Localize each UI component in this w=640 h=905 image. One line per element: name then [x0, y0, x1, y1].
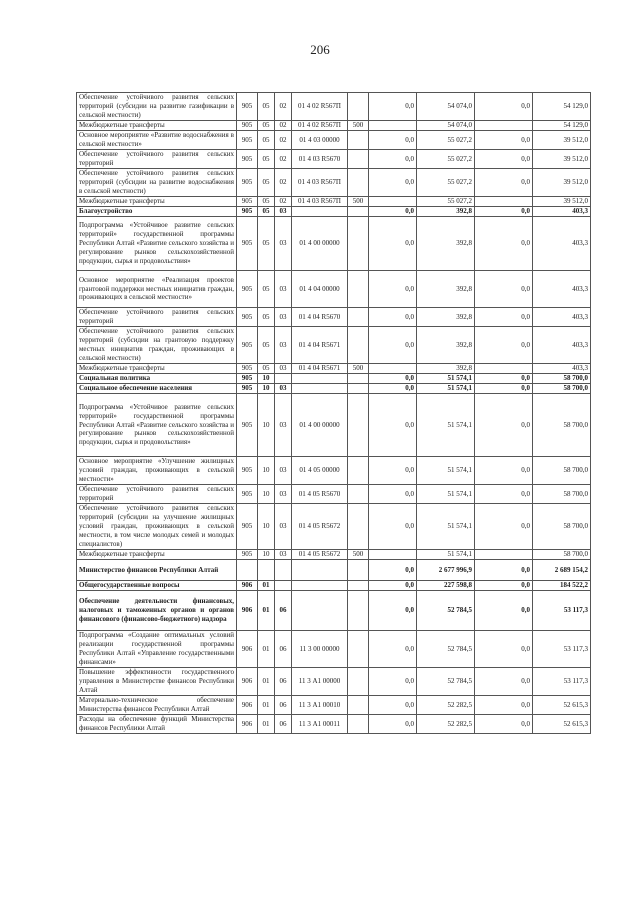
amount-cell: 0,0 [475, 715, 533, 734]
item-name: Социальное обеспечение населения [77, 384, 237, 394]
subsection-code: 02 [275, 150, 292, 169]
item-name: Основное мероприятие «Улучшение жилищных условий граждан, проживающих в сельской местности» [77, 457, 237, 485]
department-code: 905 [237, 207, 258, 217]
section-code: 01 [258, 696, 275, 715]
target-article-code [292, 581, 348, 591]
target-article-code: 01 4 03 R567П [292, 169, 348, 197]
expense-type-code [348, 150, 369, 169]
department-code: 905 [237, 374, 258, 384]
amount-cell: 0,0 [369, 696, 417, 715]
amount-cell: 58 700,0 [533, 384, 591, 394]
subsection-code: 02 [275, 93, 292, 121]
target-article-code: 01 4 03 R5670 [292, 150, 348, 169]
table-row [77, 169, 591, 197]
table-row [77, 121, 591, 131]
amount-cell [369, 121, 417, 131]
amount-cell: 0,0 [369, 485, 417, 504]
amount-cell: 184 522,2 [533, 581, 591, 591]
amount-cell: 0,0 [475, 668, 533, 696]
amount-cell: 392,8 [417, 271, 475, 308]
item-name: Подпрограмма «Устойчивое развитие сельских территорий» государственной программы Республики Алтай «Развитие сельского хозяйства и регулирование рынков сельскохозяйственной продукции, сырья и продовольствия» [77, 217, 237, 271]
amount-cell: 392,8 [417, 217, 475, 271]
budget-table-body [77, 93, 591, 734]
expense-type-code: 500 [348, 364, 369, 374]
amount-cell [369, 197, 417, 207]
amount-cell: 51 574,1 [417, 384, 475, 394]
amount-cell: 403,3 [533, 217, 591, 271]
section-code [258, 560, 275, 581]
subsection-code: 06 [275, 715, 292, 734]
expense-type-code [348, 308, 369, 327]
section-code: 05 [258, 93, 275, 121]
item-name: Повышение эффективности государственного управления в Министерстве финансов Республики Алтай [77, 668, 237, 696]
section-code: 05 [258, 364, 275, 374]
item-name: Социальная политика [77, 374, 237, 384]
table-row [77, 631, 591, 668]
expense-type-code [348, 591, 369, 631]
table-row [77, 591, 591, 631]
amount-cell: 0,0 [475, 207, 533, 217]
amount-cell: 0,0 [369, 271, 417, 308]
subsection-code: 03 [275, 364, 292, 374]
department-code: 906 [237, 715, 258, 734]
page-number: 206 [310, 42, 330, 57]
target-article-code: 01 4 00 00000 [292, 217, 348, 271]
subsection-code: 03 [275, 327, 292, 364]
department-code: 905 [237, 550, 258, 560]
subsection-code: 02 [275, 121, 292, 131]
amount-cell: 0,0 [369, 581, 417, 591]
section-code: 05 [258, 150, 275, 169]
subsection-code: 03 [275, 271, 292, 308]
target-article-code: 01 4 02 R567П [292, 93, 348, 121]
department-code: 905 [237, 217, 258, 271]
amount-cell [369, 364, 417, 374]
section-code: 05 [258, 197, 275, 207]
expense-type-code [348, 394, 369, 457]
table-row [77, 327, 591, 364]
department-code: 905 [237, 131, 258, 150]
section-code: 10 [258, 384, 275, 394]
amount-cell: 0,0 [475, 560, 533, 581]
amount-cell: 55 027,2 [417, 197, 475, 207]
amount-cell: 0,0 [475, 374, 533, 384]
expense-type-code [348, 631, 369, 668]
target-article-code: 01 4 05 R5672 [292, 504, 348, 550]
table-row [77, 374, 591, 384]
expense-type-code [348, 696, 369, 715]
subsection-code [275, 581, 292, 591]
amount-cell: 39 512,0 [533, 131, 591, 150]
amount-cell: 0,0 [369, 169, 417, 197]
section-code: 10 [258, 457, 275, 485]
amount-cell: 51 574,1 [417, 394, 475, 457]
amount-cell [475, 197, 533, 207]
section-code: 10 [258, 374, 275, 384]
department-code: 905 [237, 169, 258, 197]
section-code: 10 [258, 550, 275, 560]
amount-cell [475, 121, 533, 131]
department-code: 905 [237, 394, 258, 457]
amount-cell: 54 129,0 [533, 93, 591, 121]
amount-cell: 0,0 [369, 504, 417, 550]
section-code: 01 [258, 668, 275, 696]
item-name: Межбюджетные трансферты [77, 197, 237, 207]
amount-cell: 0,0 [369, 131, 417, 150]
section-code: 01 [258, 581, 275, 591]
section-code: 05 [258, 131, 275, 150]
item-name: Обеспечение деятельности финансовых, налоговых и таможенных органов и органов финансового (финансово-бюджетного) надзора [77, 591, 237, 631]
table-row [77, 217, 591, 271]
table-row [77, 197, 591, 207]
amount-cell: 0,0 [475, 631, 533, 668]
subsection-code: 06 [275, 696, 292, 715]
department-code: 905 [237, 197, 258, 207]
item-name: Благоустройство [77, 207, 237, 217]
expense-type-code [348, 715, 369, 734]
department-code: 906 [237, 591, 258, 631]
subsection-code: 03 [275, 207, 292, 217]
subsection-code [275, 560, 292, 581]
amount-cell: 0,0 [475, 696, 533, 715]
table-row [77, 271, 591, 308]
target-article-code: 01 4 04 R5670 [292, 308, 348, 327]
item-name: Межбюджетные трансферты [77, 364, 237, 374]
item-name: Обеспечение устойчивого развития сельских территорий (субсидии на развитие газификации в сельской местности) [77, 93, 237, 121]
expense-type-code: 500 [348, 550, 369, 560]
target-article-code: 11 3 А1 00011 [292, 715, 348, 734]
subsection-code: 06 [275, 591, 292, 631]
expense-type-code [348, 581, 369, 591]
amount-cell: 0,0 [369, 394, 417, 457]
amount-cell: 0,0 [475, 327, 533, 364]
expense-type-code [348, 374, 369, 384]
table-row [77, 696, 591, 715]
expense-type-code [348, 384, 369, 394]
amount-cell: 0,0 [475, 591, 533, 631]
amount-cell: 53 117,3 [533, 591, 591, 631]
amount-cell: 52 282,5 [417, 715, 475, 734]
table-row [77, 504, 591, 550]
section-code: 05 [258, 327, 275, 364]
amount-cell: 0,0 [369, 327, 417, 364]
amount-cell: 403,3 [533, 308, 591, 327]
target-article-code: 01 4 05 R5672 [292, 550, 348, 560]
table-row [77, 207, 591, 217]
table-row [77, 485, 591, 504]
amount-cell: 52 615,3 [533, 715, 591, 734]
table-row [77, 150, 591, 169]
amount-cell: 0,0 [369, 207, 417, 217]
table-row [77, 364, 591, 374]
table-row [77, 560, 591, 581]
expense-type-code [348, 207, 369, 217]
subsection-code [275, 374, 292, 384]
amount-cell: 0,0 [475, 93, 533, 121]
subsection-code: 02 [275, 131, 292, 150]
amount-cell: 0,0 [369, 217, 417, 271]
section-code: 05 [258, 271, 275, 308]
amount-cell: 403,3 [533, 271, 591, 308]
amount-cell: 0,0 [369, 631, 417, 668]
item-name: Обеспечение устойчивого развития сельских территорий [77, 150, 237, 169]
amount-cell: 54 074,0 [417, 121, 475, 131]
subsection-code: 06 [275, 668, 292, 696]
table-row [77, 550, 591, 560]
expense-type-code [348, 93, 369, 121]
target-article-code: 01 4 03 00000 [292, 131, 348, 150]
amount-cell [475, 364, 533, 374]
section-code: 05 [258, 169, 275, 197]
amount-cell: 0,0 [475, 271, 533, 308]
amount-cell: 39 512,0 [533, 169, 591, 197]
department-code: 906 [237, 581, 258, 591]
amount-cell: 58 700,0 [533, 374, 591, 384]
amount-cell: 51 574,1 [417, 457, 475, 485]
target-article-code: 01 4 02 R567П [292, 121, 348, 131]
amount-cell: 51 574,1 [417, 485, 475, 504]
amount-cell: 0,0 [475, 394, 533, 457]
target-article-code: 01 4 05 R5670 [292, 485, 348, 504]
amount-cell: 392,8 [417, 207, 475, 217]
amount-cell: 55 027,2 [417, 131, 475, 150]
subsection-code: 03 [275, 308, 292, 327]
amount-cell: 0,0 [369, 308, 417, 327]
amount-cell: 227 598,8 [417, 581, 475, 591]
target-article-code [292, 374, 348, 384]
section-code: 05 [258, 217, 275, 271]
amount-cell: 403,3 [533, 207, 591, 217]
amount-cell: 55 027,2 [417, 150, 475, 169]
expense-type-code [348, 485, 369, 504]
item-name: Межбюджетные трансферты [77, 550, 237, 560]
department-code: 905 [237, 327, 258, 364]
amount-cell: 52 615,3 [533, 696, 591, 715]
table-row [77, 308, 591, 327]
amount-cell: 0,0 [369, 715, 417, 734]
amount-cell: 0,0 [475, 581, 533, 591]
item-name: Обеспечение устойчивого развития сельских территорий (субсидии на улучшение жилищных условий граждан, проживающих в сельской местности, в том числе молодых семей и молодых специалистов) [77, 504, 237, 550]
subsection-code: 03 [275, 550, 292, 560]
expense-type-code [348, 217, 369, 271]
amount-cell: 0,0 [475, 131, 533, 150]
item-name: Общегосударственные вопросы [77, 581, 237, 591]
amount-cell: 53 117,3 [533, 631, 591, 668]
subsection-code: 02 [275, 197, 292, 207]
department-code: 906 [237, 696, 258, 715]
amount-cell: 51 574,1 [417, 504, 475, 550]
amount-cell: 0,0 [369, 384, 417, 394]
subsection-code: 02 [275, 169, 292, 197]
target-article-code [292, 591, 348, 631]
amount-cell: 58 700,0 [533, 504, 591, 550]
amount-cell: 54 129,0 [533, 121, 591, 131]
section-code: 05 [258, 121, 275, 131]
amount-cell: 58 700,0 [533, 394, 591, 457]
target-article-code: 01 4 05 00000 [292, 457, 348, 485]
amount-cell: 0,0 [475, 504, 533, 550]
amount-cell: 2 677 996,9 [417, 560, 475, 581]
department-code: 905 [237, 93, 258, 121]
subsection-code: 06 [275, 631, 292, 668]
section-code: 10 [258, 394, 275, 457]
expense-type-code [348, 271, 369, 308]
target-article-code [292, 384, 348, 394]
subsection-code: 03 [275, 485, 292, 504]
amount-cell: 392,8 [417, 308, 475, 327]
target-article-code: 01 4 03 R567П [292, 197, 348, 207]
amount-cell: 0,0 [475, 485, 533, 504]
amount-cell: 0,0 [475, 150, 533, 169]
expense-type-code: 500 [348, 197, 369, 207]
expense-type-code: 500 [348, 121, 369, 131]
amount-cell: 58 700,0 [533, 550, 591, 560]
target-article-code [292, 560, 348, 581]
expense-type-code [348, 327, 369, 364]
target-article-code [292, 207, 348, 217]
department-code: 905 [237, 121, 258, 131]
subsection-code: 03 [275, 217, 292, 271]
subsection-code: 03 [275, 394, 292, 457]
amount-cell: 51 574,1 [417, 550, 475, 560]
amount-cell: 55 027,2 [417, 169, 475, 197]
target-article-code: 11 3 А1 00000 [292, 668, 348, 696]
department-code [237, 560, 258, 581]
amount-cell: 52 282,5 [417, 696, 475, 715]
amount-cell: 39 512,0 [533, 197, 591, 207]
amount-cell: 0,0 [369, 150, 417, 169]
section-code: 01 [258, 591, 275, 631]
table-row [77, 384, 591, 394]
table-row [77, 715, 591, 734]
item-name: Основное мероприятие «Реализация проектов грантовой поддержки местных инициатив граждан, проживающих в сельской местности» [77, 271, 237, 308]
subsection-code: 03 [275, 457, 292, 485]
amount-cell: 0,0 [369, 668, 417, 696]
expense-type-code [348, 457, 369, 485]
amount-cell: 0,0 [369, 591, 417, 631]
expense-type-code [348, 504, 369, 550]
budget-table [76, 92, 591, 734]
subsection-code: 03 [275, 384, 292, 394]
expense-type-code [348, 131, 369, 150]
item-name: Основное мероприятие «Развитие водоснабжения в сельской местности» [77, 131, 237, 150]
amount-cell [475, 550, 533, 560]
department-code: 905 [237, 150, 258, 169]
expense-type-code [348, 668, 369, 696]
amount-cell: 54 074,0 [417, 93, 475, 121]
amount-cell: 403,3 [533, 364, 591, 374]
item-name: Обеспечение устойчивого развития сельских территорий [77, 485, 237, 504]
department-code: 905 [237, 504, 258, 550]
amount-cell: 58 700,0 [533, 457, 591, 485]
amount-cell: 2 689 154,2 [533, 560, 591, 581]
amount-cell: 52 784,5 [417, 591, 475, 631]
table-row [77, 394, 591, 457]
amount-cell: 58 700,0 [533, 485, 591, 504]
department-code: 906 [237, 668, 258, 696]
item-name: Обеспечение устойчивого развития сельских территорий [77, 308, 237, 327]
item-name: Межбюджетные трансферты [77, 121, 237, 131]
amount-cell: 0,0 [369, 374, 417, 384]
department-code: 906 [237, 631, 258, 668]
amount-cell: 53 117,3 [533, 668, 591, 696]
department-code: 905 [237, 457, 258, 485]
item-name: Материально-техническое обеспечение Министерства финансов Республики Алтай [77, 696, 237, 715]
amount-cell: 0,0 [475, 169, 533, 197]
department-code: 905 [237, 308, 258, 327]
table-row [77, 93, 591, 121]
target-article-code: 01 4 00 00000 [292, 394, 348, 457]
amount-cell: 39 512,0 [533, 150, 591, 169]
item-name: Министерство финансов Республики Алтай [77, 560, 237, 581]
amount-cell: 392,8 [417, 327, 475, 364]
amount-cell: 0,0 [475, 384, 533, 394]
expense-type-code [348, 169, 369, 197]
amount-cell: 392,8 [417, 364, 475, 374]
section-code: 05 [258, 207, 275, 217]
amount-cell: 0,0 [475, 217, 533, 271]
amount-cell: 0,0 [369, 560, 417, 581]
table-row [77, 131, 591, 150]
table-row [77, 581, 591, 591]
amount-cell: 403,3 [533, 327, 591, 364]
amount-cell [369, 550, 417, 560]
item-name: Обеспечение устойчивого развития сельских территорий (субсидии на развитие водоснабжения в сельской местности) [77, 169, 237, 197]
amount-cell: 52 784,5 [417, 631, 475, 668]
department-code: 905 [237, 364, 258, 374]
section-code: 10 [258, 504, 275, 550]
amount-cell: 0,0 [369, 457, 417, 485]
department-code: 905 [237, 485, 258, 504]
section-code: 01 [258, 631, 275, 668]
subsection-code: 03 [275, 504, 292, 550]
amount-cell: 51 574,1 [417, 374, 475, 384]
item-name: Обеспечение устойчивого развития сельских территорий (субсидии на грантовую поддержку местных инициатив граждан, проживающих в сельской местности) [77, 327, 237, 364]
amount-cell: 0,0 [369, 93, 417, 121]
target-article-code: 01 4 04 00000 [292, 271, 348, 308]
amount-cell: 52 784,5 [417, 668, 475, 696]
section-code: 10 [258, 485, 275, 504]
expense-type-code [348, 560, 369, 581]
table-row [77, 457, 591, 485]
item-name: Подпрограмма «Создание оптимальных условий реализации государственной программы Республики Алтай «Управление государственными финансами» [77, 631, 237, 668]
amount-cell: 0,0 [475, 457, 533, 485]
table-row [77, 668, 591, 696]
department-code: 905 [237, 384, 258, 394]
target-article-code: 11 3 00 00000 [292, 631, 348, 668]
amount-cell: 0,0 [475, 308, 533, 327]
target-article-code: 01 4 04 R5671 [292, 327, 348, 364]
item-name: Подпрограмма «Устойчивое развитие сельских территорий» государственной программы Республики Алтай «Развитие сельского хозяйства и регулирование рынков сельскохозяйственной продукции, сырья и продовольствия» [77, 394, 237, 457]
item-name: Расходы на обеспечение функций Министерства финансов Республики Алтай [77, 715, 237, 734]
section-code: 05 [258, 308, 275, 327]
section-code: 01 [258, 715, 275, 734]
target-article-code: 11 3 А1 00010 [292, 696, 348, 715]
department-code: 905 [237, 271, 258, 308]
target-article-code: 01 4 04 R5671 [292, 364, 348, 374]
